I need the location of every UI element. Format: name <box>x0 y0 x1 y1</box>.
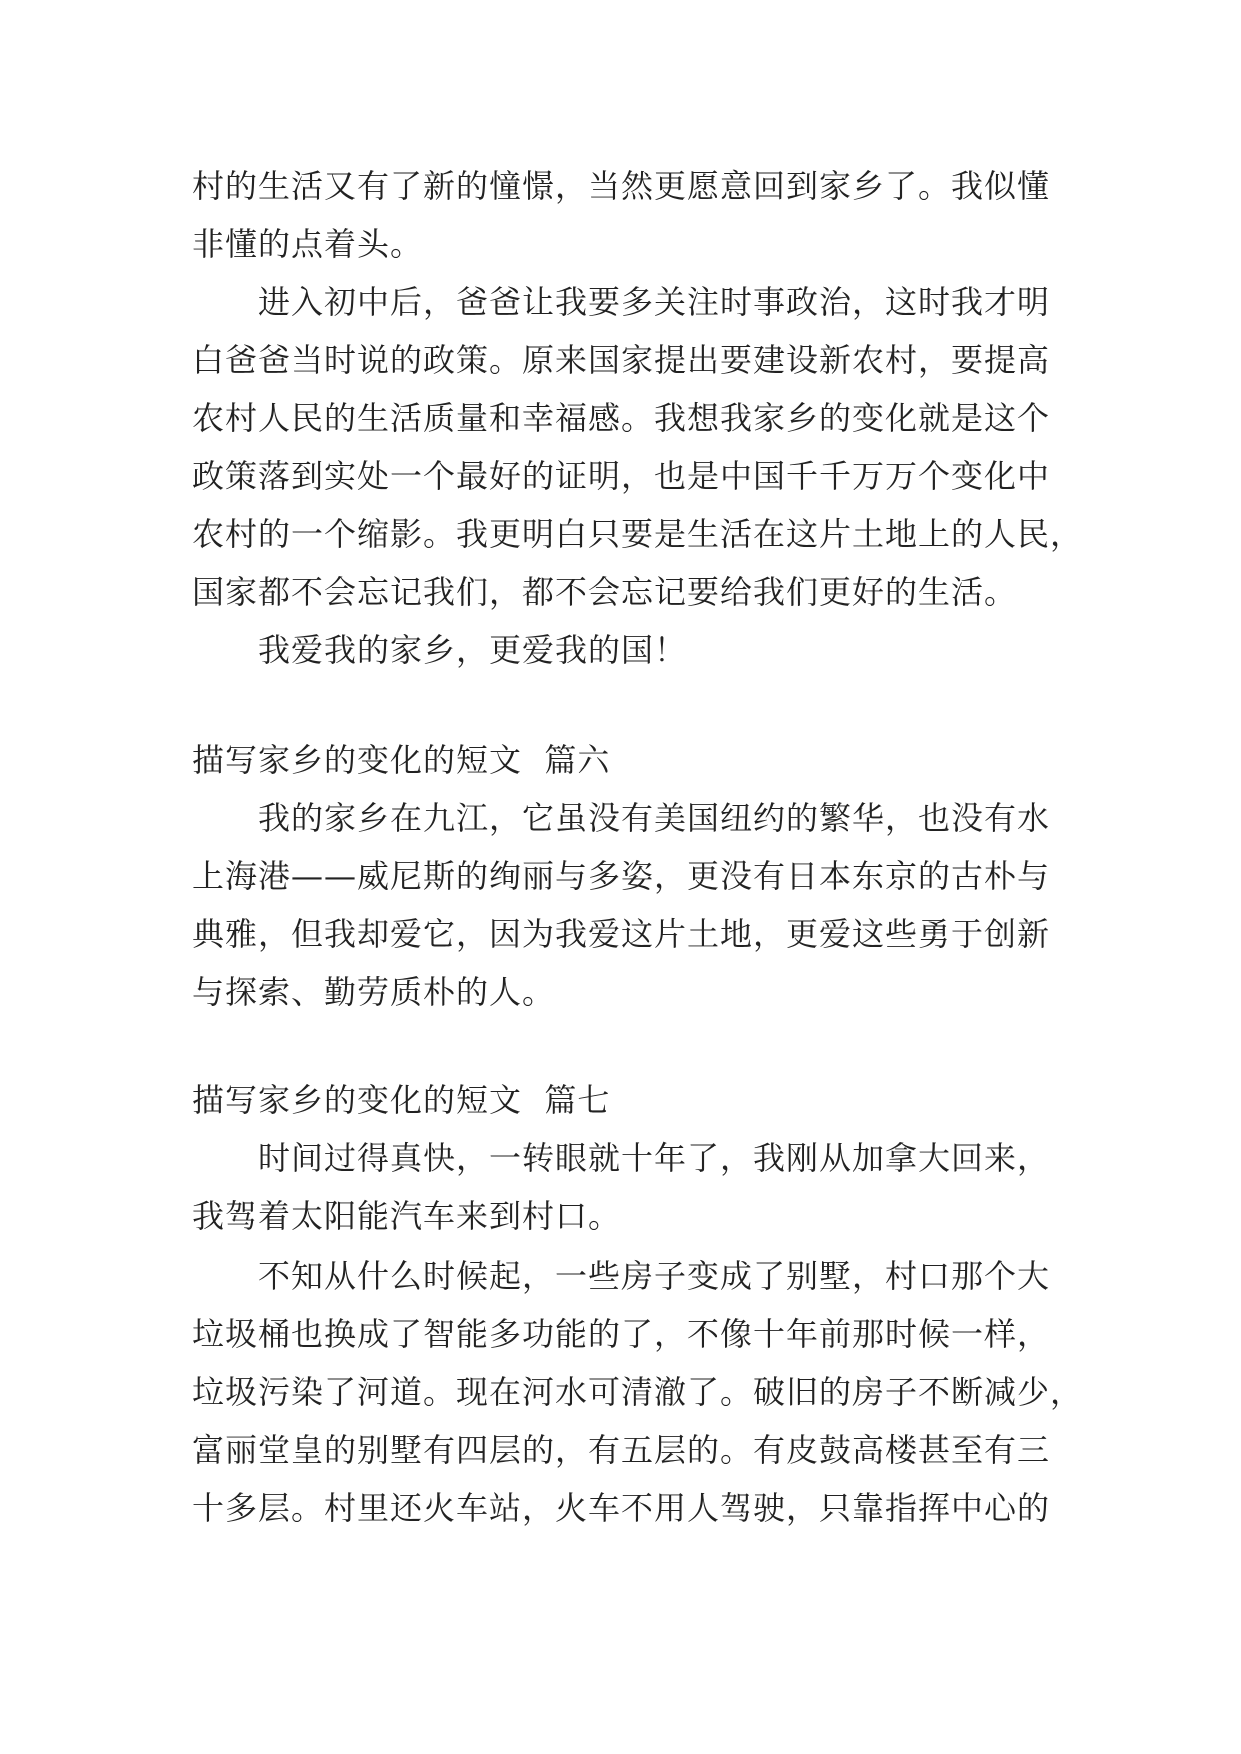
text-line-content: 不知从什么时候起，一些房子变成了别墅，村口那个大 <box>258 1257 1051 1295</box>
text-line <box>0 156 1241 216</box>
text-line-content: 农村的一个缩影。我更明白只要是生活在这片土地上的人民， <box>192 515 1084 553</box>
text-line-content: 我的家乡在九江，它虽没有美国纽约的繁华，也没有水 <box>258 799 1051 837</box>
text-line-content: 十多层。村里还火车站，火车不用人驾驶，只靠指挥中心的 <box>192 1489 1051 1527</box>
text-line <box>0 846 1241 906</box>
text-line <box>0 1420 1241 1480</box>
section-heading <box>0 1070 1241 1130</box>
text-line-content: 非懂的点着头。 <box>192 225 424 263</box>
text-line-content: 我爱我的家乡，更爱我的国！ <box>258 631 688 669</box>
text-line-content: 农村人民的生活质量和幸福感。我想我家乡的变化就是这个 <box>192 399 1051 437</box>
text-line <box>0 1362 1241 1422</box>
text-line <box>0 1478 1241 1538</box>
text-line-content: 时间过得真快，一转眼就十年了，我刚从加拿大回来， <box>258 1139 1051 1177</box>
text-line <box>0 620 1241 680</box>
section-heading-text: 描写家乡的变化的短文 篇六 <box>192 741 611 779</box>
text-line <box>0 330 1241 390</box>
text-line <box>0 214 1241 274</box>
text-line-content: 政策落到实处一个最好的证明，也是中国千千万万个变化中 <box>192 457 1051 495</box>
text-line-content: 与探索、勤劳质朴的人。 <box>192 973 556 1011</box>
text-line-content: 白爸爸当时说的政策。原来国家提出要建设新农村，要提高 <box>192 341 1051 379</box>
text-line-content: 垃圾桶也换成了智能多功能的了，不像十年前那时候一样， <box>192 1315 1051 1353</box>
text-line-content: 我驾着太阳能汽车来到村口。 <box>192 1197 622 1235</box>
text-line <box>0 1304 1241 1364</box>
text-line-content: 上海港——威尼斯的绚丽与多姿，更没有日本东京的古朴与 <box>192 857 1051 895</box>
text-line <box>0 962 1241 1022</box>
text-line <box>0 904 1241 964</box>
text-line <box>0 562 1241 622</box>
section-heading-text: 描写家乡的变化的短文 篇七 <box>192 1081 611 1119</box>
text-line-content: 垃圾污染了河道。现在河水可清澈了。破旧的房子不断减少， <box>192 1373 1084 1411</box>
text-line <box>0 388 1241 448</box>
text-line <box>0 1186 1241 1246</box>
text-line <box>0 504 1241 564</box>
text-line <box>0 272 1241 332</box>
text-line-content: 国家都不会忘记我们，都不会忘记要给我们更好的生活。 <box>192 573 1018 611</box>
text-line <box>0 1128 1241 1188</box>
text-line-content: 村的生活又有了新的憧憬，当然更愿意回到家乡了。我似懂 <box>192 167 1051 205</box>
section-heading <box>0 730 1241 790</box>
text-line-content: 典雅，但我却爱它，因为我爱这片土地，更爱这些勇于创新 <box>192 915 1051 953</box>
text-line <box>0 788 1241 848</box>
text-line <box>0 446 1241 506</box>
text-line-content: 进入初中后，爸爸让我要多关注时事政治，这时我才明 <box>258 283 1051 321</box>
text-line <box>0 1246 1241 1306</box>
text-line-content: 富丽堂皇的别墅有四层的，有五层的。有皮鼓高楼甚至有三 <box>192 1431 1051 1469</box>
